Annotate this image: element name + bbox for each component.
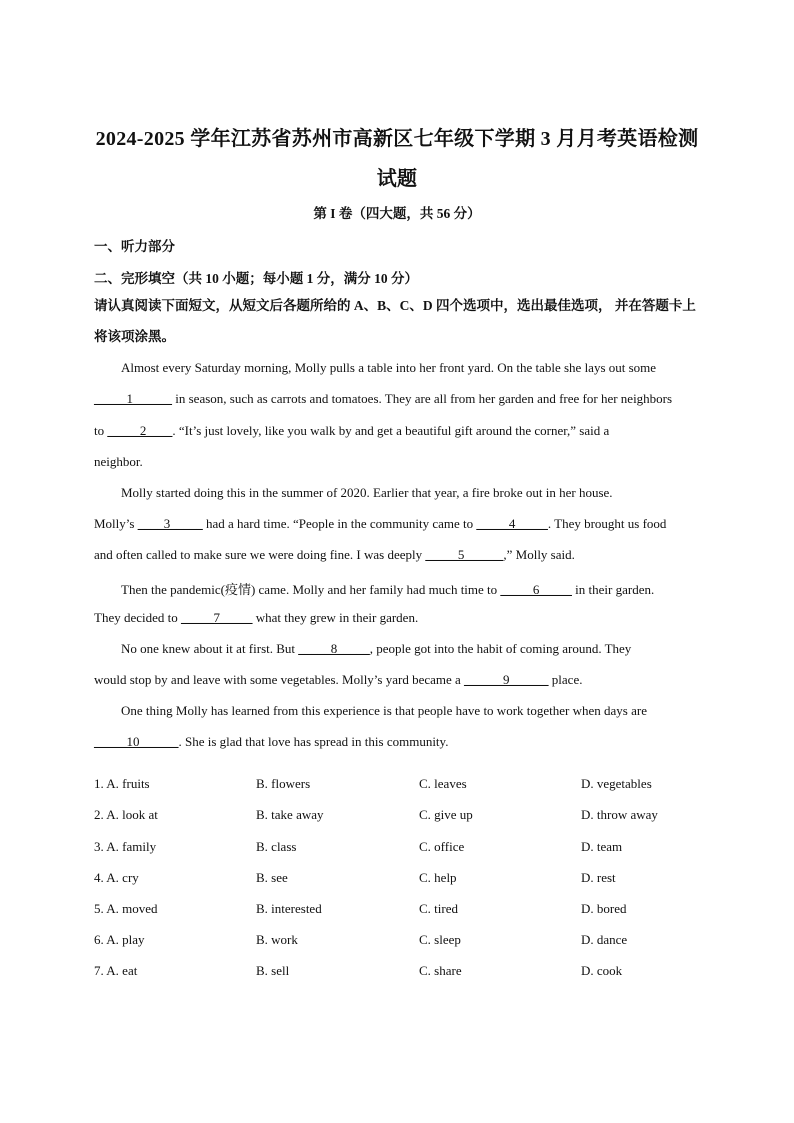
option-c: C. tired [419, 901, 458, 916]
option-d: D. dance [581, 932, 628, 947]
option-d: D. team [581, 839, 623, 854]
passage-text: Molly’s [94, 516, 138, 531]
passage-text: . She is glad that love has spread in this community. [178, 734, 449, 749]
option-c: C. give up [419, 807, 473, 822]
option-b: B. sell [256, 963, 290, 978]
blank-5: _____5______ [425, 547, 504, 562]
exam-title-line1: 2024-2025 学年江苏省苏州市高新区七年级下学期 3 月月考英语检测 [95, 128, 699, 150]
option-c: C. help [419, 870, 457, 885]
blank-2: _____2____ [107, 423, 173, 438]
passage-text: to [94, 423, 108, 438]
blank-7: _____7_____ [181, 610, 253, 625]
passage-line [94, 547, 575, 563]
passage-text: . They brought us food [547, 516, 667, 531]
passage-line [94, 423, 609, 439]
passage-text: No one knew about it at first. But [121, 641, 299, 656]
passage-line [94, 454, 143, 470]
option-b: B. class [256, 839, 297, 854]
blank-4: _____4_____ [476, 516, 548, 531]
option-b: B. work [256, 932, 298, 947]
passage-line [121, 485, 613, 501]
option-a: 3. A. family [94, 839, 157, 854]
option-b: B. flowers [256, 776, 311, 791]
option-b: B. take away [256, 807, 324, 822]
passage-text: what they grew in their garden. [252, 610, 419, 625]
option-b: B. interested [256, 901, 322, 916]
passage-line [121, 641, 631, 657]
passage-text: Then the pandemic(疫情) came. Molly and her family had much time to [121, 582, 501, 597]
exam-title-line2: 试题 [376, 168, 418, 190]
blank-6: _____6_____ [500, 582, 572, 597]
option-a: 1. A. fruits [94, 776, 150, 791]
option-d: D. throw away [581, 807, 658, 822]
blank-1: _____1______ [94, 391, 172, 406]
section-cloze-heading: 二、完形填空（共 10 小题；每小题 1 分，满分 10 分） [94, 271, 418, 286]
blank-10: _____10______ [94, 734, 179, 749]
option-c: C. share [419, 963, 462, 978]
passage-line [94, 672, 582, 688]
passage-text: in their garden. [571, 582, 655, 597]
passage-text: and often called to make sure we were doing fine. I was deeply [94, 547, 426, 562]
passage-text: neighbor. [94, 454, 143, 469]
option-d: D. bored [581, 901, 627, 916]
passage-text: One thing Molly has learned from this experience is that people have to work together when days are [121, 703, 647, 718]
option-b: B. see [256, 870, 288, 885]
option-d: D. cook [581, 963, 623, 978]
passage-line [94, 734, 448, 750]
exam-subtitle: 第 I 卷（四大题，共 56 分） [313, 206, 481, 221]
passage-line [121, 579, 654, 598]
passage-text: , people got into the habit of coming around. They [369, 641, 632, 656]
passage-line [94, 516, 666, 532]
passage-text: would stop by and leave with some vegetables. Molly’s yard became a [94, 672, 465, 687]
option-d: D. rest [581, 870, 616, 885]
passage-text: Almost every Saturday morning, Molly pulls a table into her front yard. On the table she lays out some [121, 360, 657, 375]
passage-text: in season, such as carrots and tomatoes. They are all from her garden and free for her neighbors [172, 391, 673, 406]
blank-3: ____3_____ [137, 516, 203, 531]
blank-8: _____8_____ [298, 641, 370, 656]
option-c: C. office [419, 839, 465, 854]
passage-line [94, 610, 418, 626]
blank-9: ______9______ [464, 672, 549, 687]
option-a: 7. A. eat [94, 963, 138, 978]
passage-text: had a hard time. “People in the community came to [202, 516, 477, 531]
passage-text: . “It’s just lovely, like you walk by and get a beautiful gift around the corner,” said a [172, 423, 610, 438]
option-a: 6. A. play [94, 932, 145, 947]
option-c: C. sleep [419, 932, 461, 947]
section-listening-heading: 一、听力部分 [94, 239, 175, 254]
option-c: C. leaves [419, 776, 467, 791]
passage-line [121, 703, 647, 719]
passage-line [94, 391, 672, 407]
passage-text: place. [548, 672, 583, 687]
passage-text: They decided to [94, 610, 181, 625]
option-d: D. vegetables [581, 776, 652, 791]
option-a: 2. A. look at [94, 807, 158, 822]
option-a: 4. A. cry [94, 870, 139, 885]
option-a: 5. A. moved [94, 901, 158, 916]
passage-line [121, 360, 656, 376]
instructions: 请认真阅读下面短文，从短文后各题所给的 A、B、C、D 四个选项中，选出最佳选项， 并在答题卡上将该项涂黑。 [94, 298, 696, 344]
passage-text: ,” Molly said. [503, 547, 575, 562]
passage-text: Molly started doing this in the summer of 2020. Earlier that year, a fire broke out in her house. [121, 485, 613, 500]
